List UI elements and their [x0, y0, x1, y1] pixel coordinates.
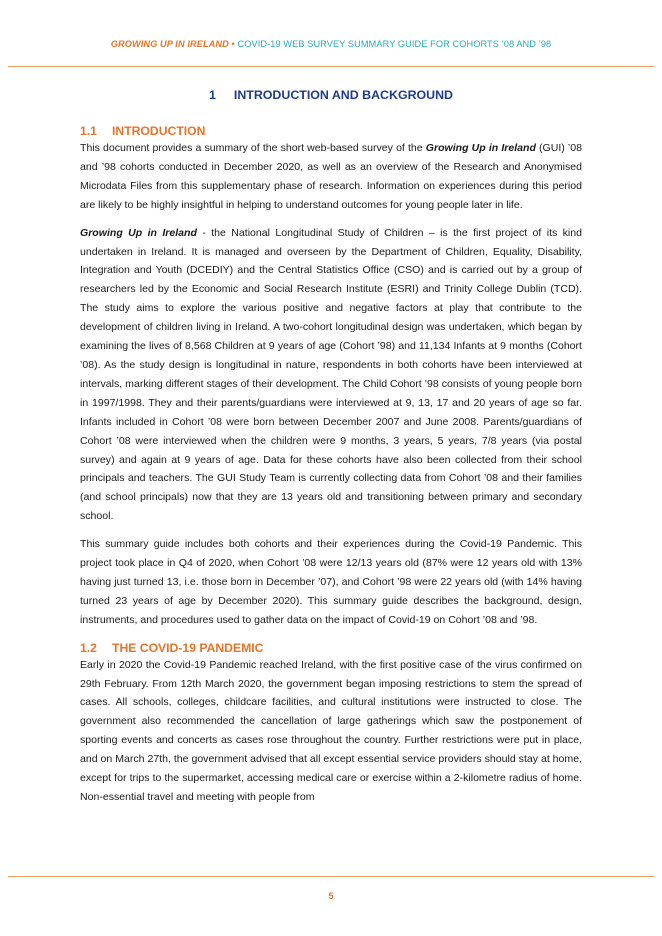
- study-name-emphasis: Growing Up in Ireland: [425, 142, 536, 154]
- footer-rule: [8, 876, 654, 877]
- intro-paragraph-2: [80, 224, 582, 527]
- section-title: THE COVID-19 PANDEMIC: [112, 640, 264, 655]
- intro-paragraph-1: [80, 139, 582, 215]
- running-header: [0, 39, 662, 49]
- section-heading-covid-pandemic: [80, 640, 582, 656]
- pandemic-paragraph-1: Early in 2020 the Covid-19 Pandemic reached Ireland, with the first positive case of the virus confirmed on 29th February. From 12th March 2020, the government began imposing restrictions to stem the spread of cases. All schools, colleges, childcare facilities, and cultural institutions were instructed to close. The government also recommended the cancellation of large gatherings which saw the postponement of sporting events and concerts as cases rose throughout the country. Further restrictions were put in place, and on March 27th, the government advised that all except essential service providers should stay at home, except for trips to the supermarket, accessing medical care or exercise within a 2-kilometre radius of home. Non-essential travel and meeting with people from: [80, 658, 582, 803]
- section-number: 1.1: [80, 124, 97, 138]
- chapter-heading: [80, 86, 582, 104]
- study-name-emphasis: Growing Up in Ireland: [80, 226, 197, 239]
- intro-paragraph-3: This summary guide includes both cohorts and their experiences during the Covid-19 Pandemic. This project took place in Q4 of 2020, when Cohort ’08 were 12/13 years old (87% were 12 years old with 13% having just turned 13, i.e. those born in December ’07), and Cohort ’98 were 22 years old (with 14% having turned 23 years of age by December 2020). This summary guide describes the background, design, instruments, and procedures used to gather data on the impact of Covid-19 on Cohort ’08 and ’98.: [80, 538, 582, 626]
- section-heading-introduction: [80, 123, 582, 139]
- chapter-number: 1: [208, 88, 216, 102]
- header-rule: [8, 66, 654, 67]
- page-number: 5: [328, 891, 334, 902]
- page-body: [80, 86, 582, 807]
- header-subtitle: COVID-19 WEB SURVEY SUMMARY GUIDE FOR COHORTS ’08 AND ’98: [237, 39, 552, 49]
- intro-paragraph-2-text: - the National Longitudinal Study of Children – is the first project of its kind undertaken in Ireland. It is managed and overseen by the Department of Children, Equality, Disability, Integration and Youth (DCEDIY) and the Central Statistics Office (CSO) and is carried out by a group of researchers led by the Economic and Social Research Institute (ESRI) and Trinity College Dublin (TCD). The study aims to explore the various positive and negative factors at play that contribute to the development of children living in Ireland. A two-cohort longitudinal design was undertaken, which began by examining the lives of 8,568 Children at 9 years of age (Cohort ’98) and 11,134 Infants at 9 months (Cohort ’08). As the study design is longitudinal in nature, respondents in both cohorts have been interviewed at intervals, marking different stages of their development. The Child Cohort ’98 consists of young people born in 1997/1998. They and their parents/guardians were interviewed at 9, 13, 17 and 20 years of age so far. Infants included in Cohort ’08 were born between December 2007 and June 2008. Parents/guardians of Cohort ’08 were interviewed when the children were 9 months, 3 years, 5 years, 7/8 years (via postal survey) and again at 9 years of age. Data for these cohorts have also been collected from their school principals and teachers. The GUI Study Team is currently collecting data from Cohort ’08 and their families (and school principals) now that they are 13 years old and transitioning between primary and secondary school.: [80, 226, 583, 523]
- intro-paragraph-1-text-b: (GUI) ’08 and ’98 cohorts conducted in December 2020, as well as an overview of the Research and Anonymised Microdata Files from this supplementary phase of research. Information on experiences during this period are likely to be highly insightful in helping to understand outcomes for young people later in life.: [80, 142, 582, 211]
- intro-paragraph-1-text-a: This document provides a summary of the short web-based survey of the: [80, 142, 426, 154]
- section-title: INTRODUCTION: [112, 124, 206, 138]
- section-number: 1.2: [80, 640, 97, 655]
- chapter-title: INTRODUCTION AND BACKGROUND: [233, 88, 454, 102]
- header-separator: •: [231, 39, 235, 49]
- header-brand: GROWING UP IN IRELAND: [110, 39, 229, 49]
